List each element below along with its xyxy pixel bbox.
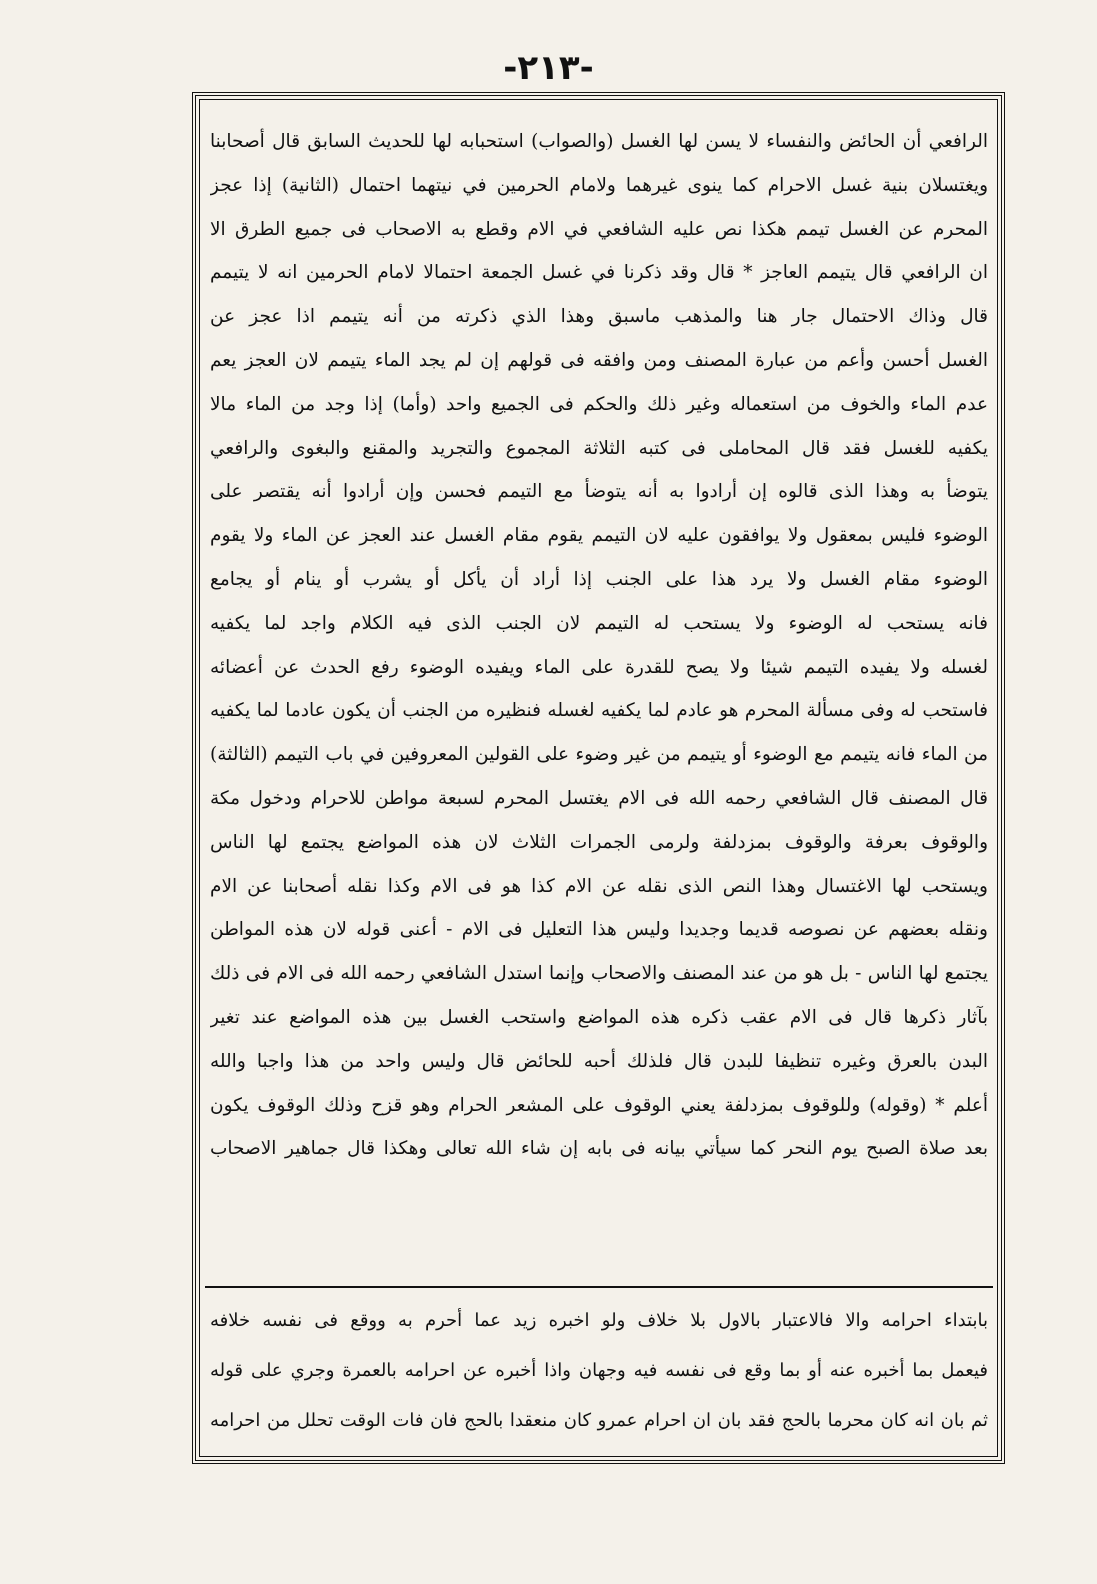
main-text-line: ويغتسلان بنية غسل الاحرام كما ينوى غيرهما ولامام الحرمين في نيتهما احتمال (الثانية) إذا عجز bbox=[210, 174, 988, 196]
main-text-line: من الماء فانه يتيمم مع الوضوء أو يتيمم من غير وضوء على القولين المعروفين في باب التيمم (الثالثة) bbox=[210, 744, 988, 766]
main-text-line: ونقله بعضهم عن نصوصه قديما وجديدا وليس هذا التعليل فى الام - أعنى قوله لان هذه المواطن bbox=[210, 919, 988, 941]
footnote-line: فيعمل بما أخبره عنه أو بما وقع فى نفسه فيه وجهان واذا أخبره عن احرامه بالعمرة وجري على قوله bbox=[210, 1360, 988, 1381]
main-text-line: فانه يستحب له الوضوء ولا يستحب له التيمم لان الجنب الذى فيه الكلام واجد لما يكفيه bbox=[210, 612, 988, 634]
main-text-line: أعلم * (وقوله) وللوقوف بمزدلفة يعني الوقوف على المشعر الحرام وهو قزح وذلك الوقوف يكون bbox=[210, 1094, 988, 1116]
main-text-line: فاستحب له وفى مسألة المحرم هو عادم لما يكفيه لغسله فنظيره من الجنب أن يكون عادما لما يكفيه bbox=[210, 700, 988, 722]
main-text-line: ان الرافعي قال يتيمم العاجز * قال وقد ذكرنا في غسل الجمعة احتمالا لامام الحرمين انه لا يتيمم bbox=[210, 262, 988, 284]
main-text-line: والوقوف بعرفة والوقوف بمزدلفة ولرمى الجمرات الثلاث لان هذه المواضع يجتمع لها الناس bbox=[210, 831, 988, 853]
footnote-block bbox=[210, 1296, 988, 1446]
main-text-line: بآثار ذكرها قال فى الام عقب ذكره هذه المواضع واستحب الغسل بين هذه المواضع عند تغير bbox=[210, 1006, 988, 1028]
footnote-line: بابتداء احرامه والا فالاعتبار بالاول بلا خلاف ولو اخبره زيد عما أحرم به ووقع فى نفسه خلافه bbox=[210, 1310, 988, 1331]
main-text-line: قال وذاك الاحتمال جار هنا والمذهب ماسبق وهذا الذي ذكرته من أنه يتيمم اذا عجز عن bbox=[210, 306, 988, 328]
main-text-line: الرافعي أن الحائض والنفساء لا يسن لها الغسل (والصواب) استحبابه لها للحديث السابق قال أصحابنا bbox=[210, 131, 988, 152]
main-text-line: لغسله ولا يفيده التيمم شيئا ولا يصح للقدرة على الماء ويفيده الوضوء رفع الحدث عن أعضائه bbox=[210, 656, 988, 678]
main-text-line: الوضوء مقام الغسل ولا يرد هذا على الجنب إذا أراد أن يأكل أو يشرب أو ينام أو يجامع bbox=[210, 568, 988, 590]
main-text-line: البدن بالعرق وغيره تنظيفا للبدن قال فلذلك أحبه للحائض قال وليس واحد من هذا واجبا والله bbox=[210, 1050, 988, 1072]
footnote-separator bbox=[205, 1286, 993, 1288]
main-text-line: ويستحب لها الاغتسال وهذا النص الذى نقله عن الام كذا هو فى الام وكذا نقله أصحابنا عن الام bbox=[210, 875, 988, 897]
page-number: -٢١٣- bbox=[503, 48, 594, 88]
main-text-line: بعد صلاة الصبح يوم النحر كما سيأتي بيانه فى بابه إن شاء الله تعالى وهكذا قال جماهير الاصحاب bbox=[210, 1138, 988, 1160]
main-text-line: قال المصنف قال الشافعي رحمه الله فى الام يغتسل المحرم لسبعة مواطن للاحرام ودخول مكة bbox=[210, 787, 988, 809]
main-text-line: يجتمع لها الناس - بل هو من عند المصنف والاصحاب وإنما استدل الشافعي رحمه الله فى الام فى ذلك bbox=[210, 963, 988, 985]
main-text-line: الوضوء فليس بمعقول ولا يوافقون عليه لان التيمم يقوم مقام الغسل عند العجز عن الماء ولا يقوم bbox=[210, 525, 988, 547]
main-text-line: يكفيه للغسل فقد قال المحاملى فى كتبه الثلاثة المجموع والتجريد والمقنع والبغوى والرافعي bbox=[210, 437, 988, 459]
main-text-block bbox=[210, 120, 988, 1171]
main-text-line: الغسل أحسن وأعم من عبارة المصنف ومن وافقه فى قولهم إن لم يجد الماء يتيمم لان العجز يعم bbox=[210, 349, 988, 371]
main-text-line: المحرم عن الغسل تيمم هكذا نص عليه الشافعي في الام وقطع به الاصحاب فى جميع الطرق الا bbox=[210, 218, 988, 240]
main-text-line: عدم الماء والخوف من استعماله وغير ذلك والحكم فى الجميع واحد (وأما) إذا وجد من الماء مالا bbox=[210, 393, 988, 415]
main-text-line: يتوضأ به وهذا الذى قالوه إن أرادوا به أنه يتوضأ مع التيمم فحسن وإن أرادوا أنه يقتصر على bbox=[210, 481, 988, 503]
footnote-line: ثم بان انه كان محرما بالحج فقد بان ان احرام عمرو كان منعقدا بالحج فان فات الوقت تحلل من احرامه bbox=[210, 1410, 988, 1431]
